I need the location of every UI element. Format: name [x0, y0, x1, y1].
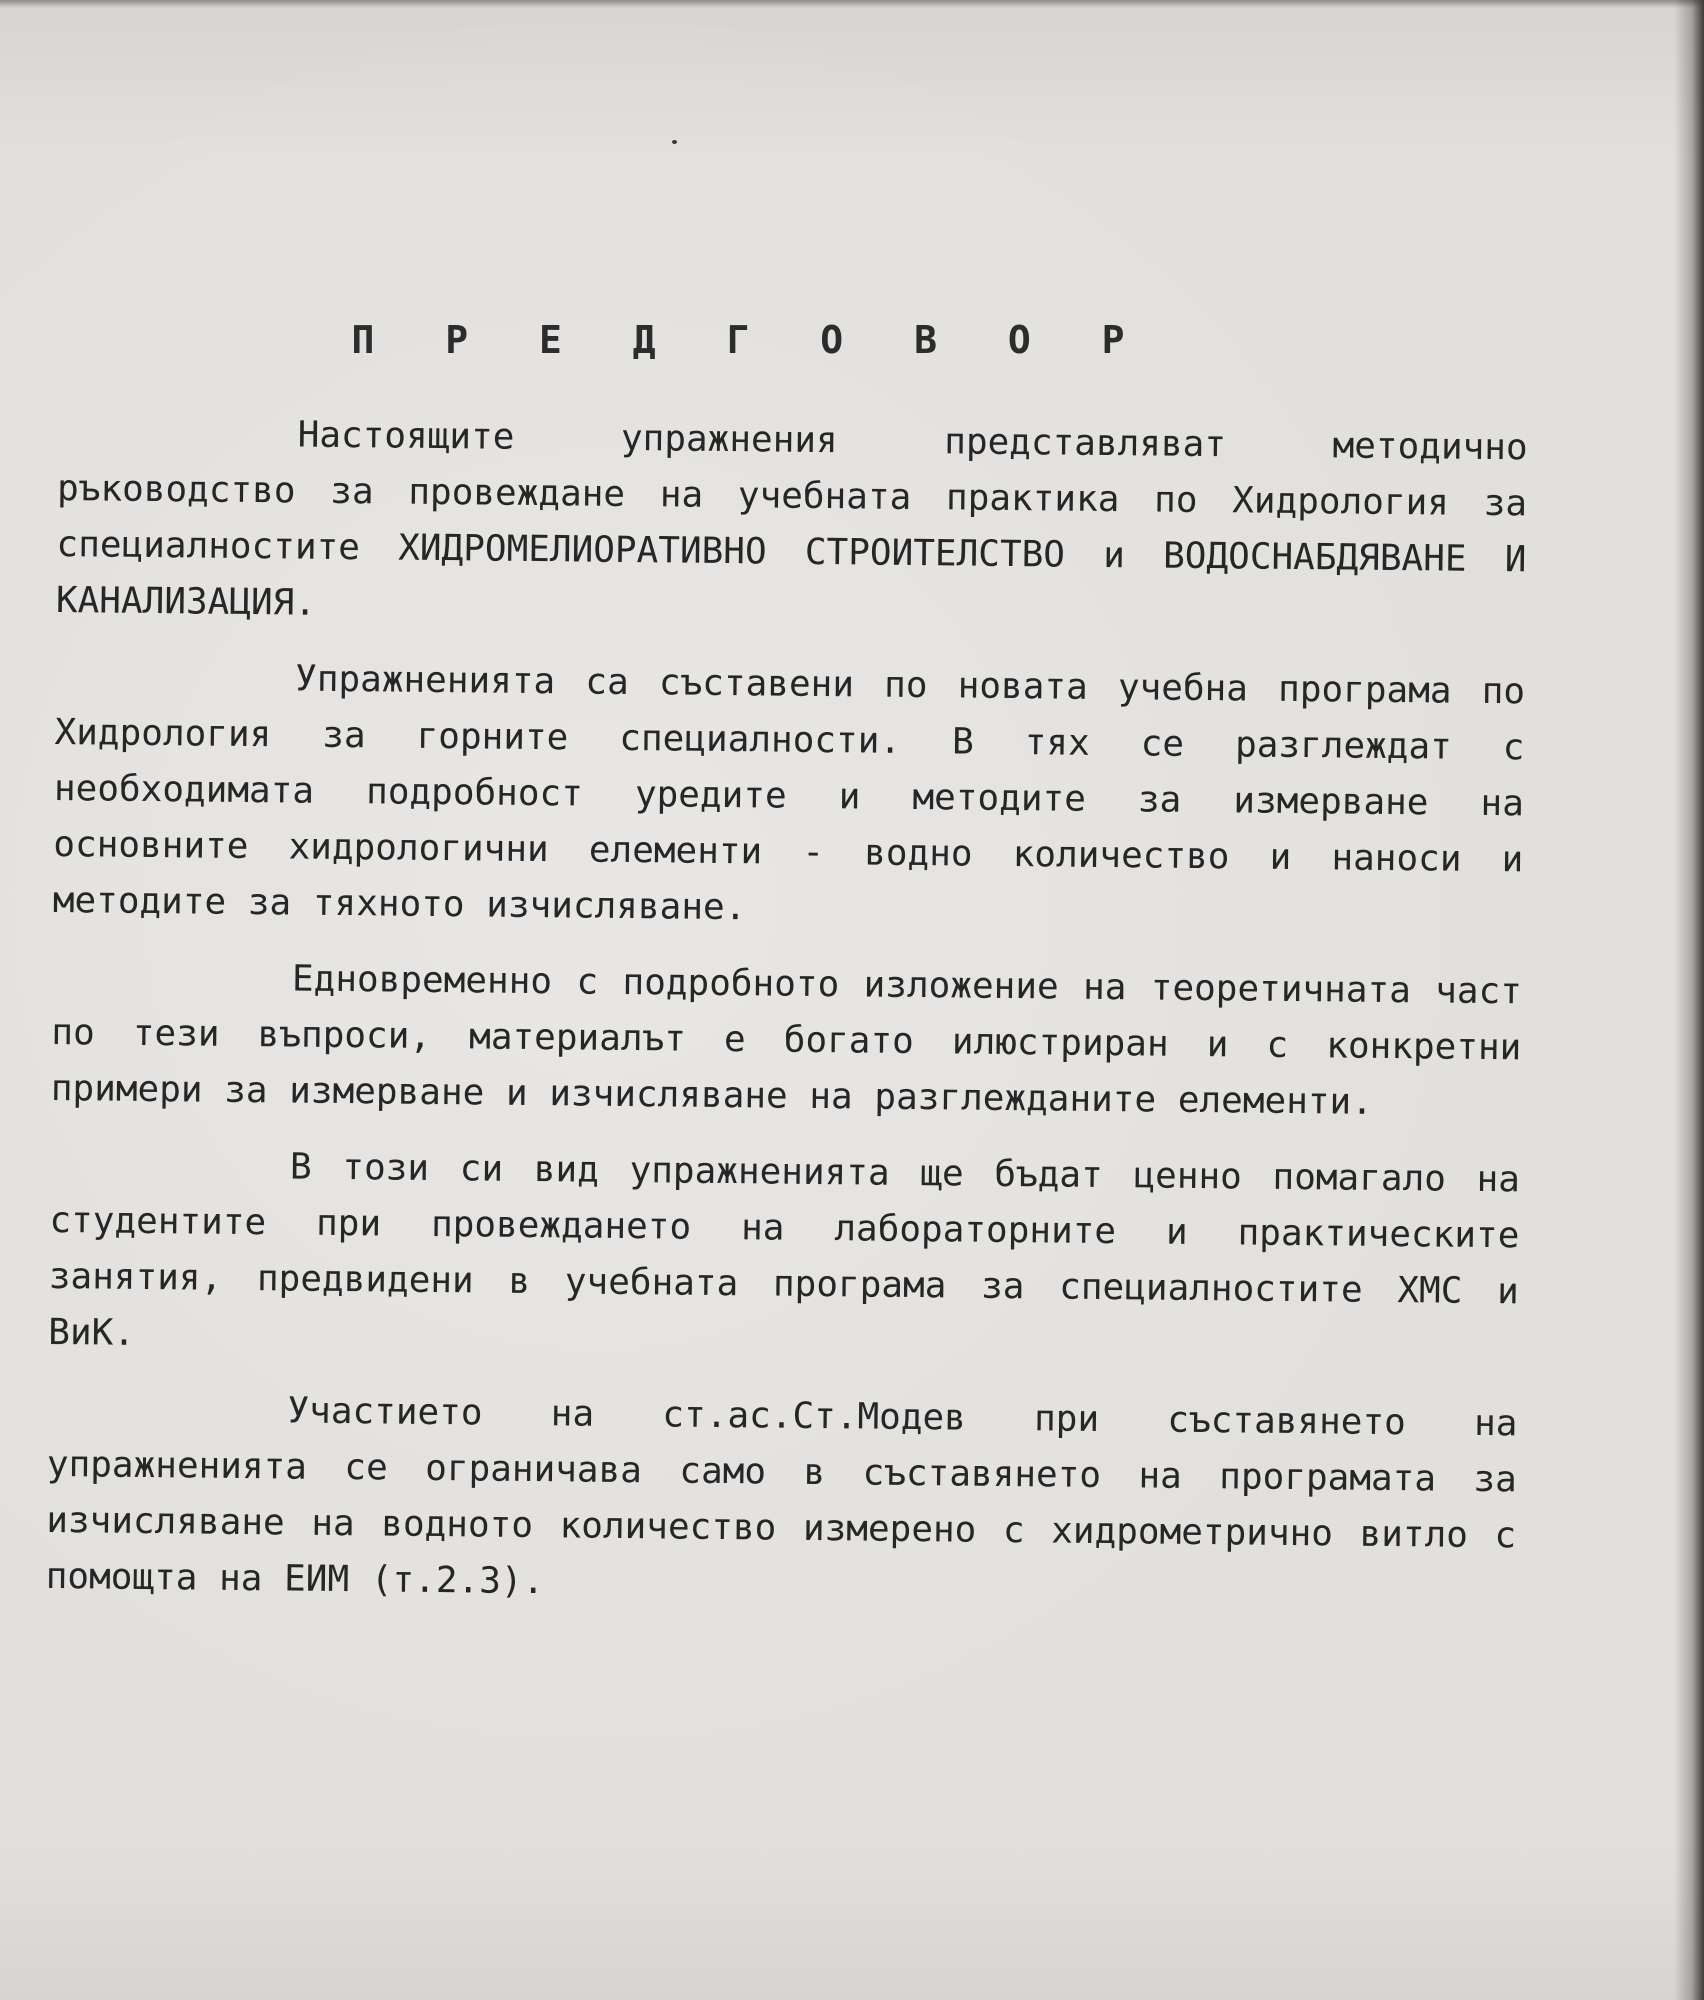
paragraph-4: В този си вид упражненията ще бъдат ценно помагало на студентите при провеждането на лабораторните и практическите занятия, предвидени в учебната програма за специалностите ХМС и ВиК.	[48, 1146, 1521, 1354]
document-body	[45, 405, 1527, 1620]
page-top-edge	[0, 0, 1704, 8]
paragraph-1: Настоящите упражнения представляват методично ръководство за провеждане на учебната практика по Хидрология за специалностите ХИДРОМЕЛИОРАТИВНО СТРОИТЕЛСТВО и ВОДОСНАБДЯВАНЕ И КАНАЛИЗАЦИЯ.	[55, 414, 1528, 624]
paragraph-5: Участието на ст.ас.Ст.Модев при съставянето на упражненията се ограничава само в съставянето на програмата за изчисляване на водното количество измерено с хидрометрично витло с помощта на ЕИМ (т.2.3).	[45, 1390, 1518, 1603]
page-right-edge	[1674, 0, 1704, 2000]
ink-speck	[672, 140, 677, 144]
page-title: П Р Е Д Г О В О Р	[351, 318, 1149, 362]
paragraph-3: Едновременно с подробното изложение на теоретичната част по тези въпроси, материалът е богато илюстриран и с конкретни примери за измерване и изчисляване на разглежданите елементи.	[50, 958, 1523, 1123]
paragraph-2: Упражненията са съставени по новата учебна програма по Хидрология за горните специалности. В тях се разглеждат с необходимата подробност уредите и методите за измерване на основните хидрологични елементи - водно количество и наноси и методите за тяхното изчисляване.	[52, 658, 1526, 929]
